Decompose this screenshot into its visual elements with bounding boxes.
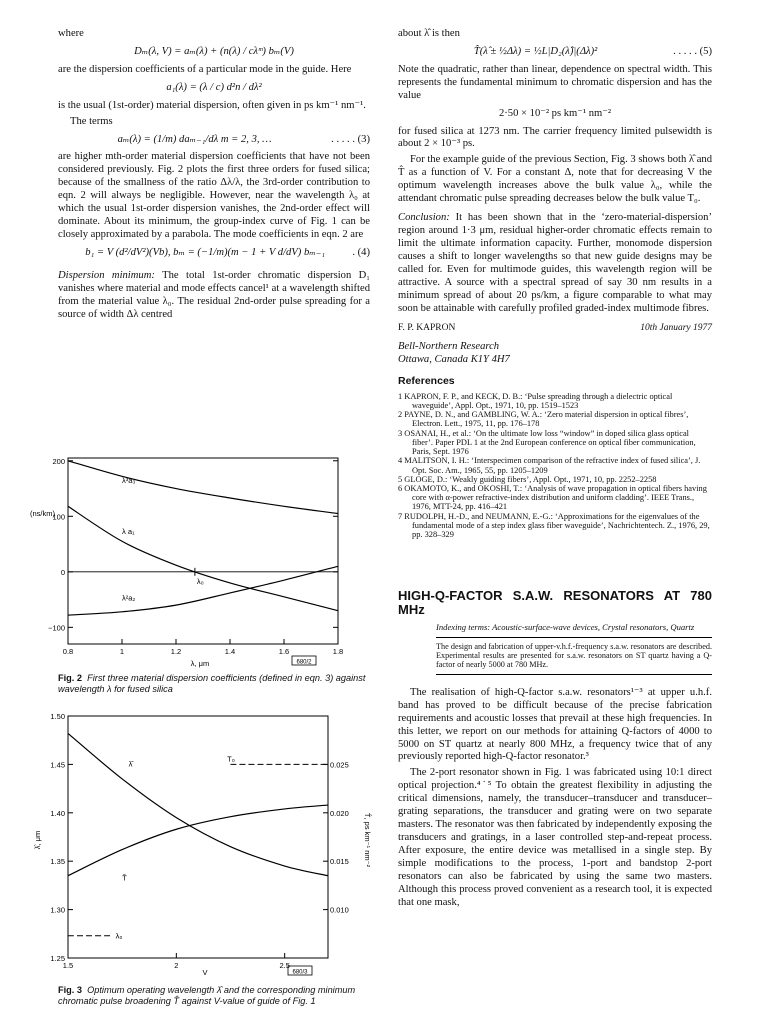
fig3-label-lambda0: λ₀	[115, 931, 123, 941]
fig3-label-T: T̂	[122, 873, 127, 883]
paragraph-6: Note the quadratic, rather than linear, dependence on spectral width. This represents the fundamental minimum to chromatic dispersion and has the value	[398, 63, 712, 101]
fig2-xtick-label: 1.4	[224, 647, 236, 656]
paragraph-4	[58, 270, 370, 322]
fig3-ytick-right-label: 0.020	[330, 808, 349, 818]
fig3-caption-text: Optimum operating wavelength λ̂ and the corresponding minimum chromatic pulse broadening T̂ against V-value of guide of Fig. 1	[58, 985, 356, 1007]
fig2-series-3	[68, 566, 338, 615]
paragraph-5: about λ̂ is then	[398, 28, 460, 39]
fig3-label-T0: T₀	[227, 754, 235, 764]
author-name: F. P. KAPRON	[398, 323, 456, 334]
equation-1: Dₘ(λ, V) = aₘ(λ) + (n(λ) / cλᵐ) bₘ(V)	[134, 45, 294, 57]
reference-item: 7 RUDOLPH, H.-D., and NEUMANN, E.-G.: ‘Approximations for the eigenvalues of the fundamental mode of a step index glass fiber waveguide’, Nachrichtentech. Z., 1976, 29, pp. 328–329	[398, 511, 710, 540]
equation-3-number: . . . . . (3)	[331, 133, 370, 145]
equation-4-body: b₁ = V (d²/dV²)(Vb), bₘ = (−1/m)(m − 1 + V d/dV) bₘ₋₁	[85, 246, 326, 258]
fig3-ylabel-left: λ̂, μm	[33, 830, 42, 850]
right-column	[398, 28, 712, 913]
fig3-ytick-right-label: 0.010	[330, 905, 349, 915]
affiliation-2: Ottawa, Canada K1Y 4H7	[398, 353, 510, 365]
paragraph-1: are the dispersion coefficients of a particular mode in the guide. Here	[58, 63, 352, 75]
fig2-xtick-label: 1.2	[170, 647, 182, 656]
paragraph-11: The 2-port resonator shown in Fig. 1 was fabricated using 10:1 direct optical projection.⁴˙⁵ To obtain the greatest flexibility in adjusting the critical dimensions, namely, the transducer–transducer and transducer–grating separations, the transducer and grating were on two separate masters. The resonator was then fabricated by independently exposing the transducers and gratings, in a laser controlled step-and-repeat process. After exposure, the entire device was metallised in a single step. By simple modifications to the process, 1-port and bandstop 2-port resonators can also be fabricated by using the same two masters. Although this process proved convenient as a research tool, it is expected that one mask,	[398, 767, 712, 908]
fig2-ytick-label: 200	[52, 456, 65, 466]
reference-item: 5 GLOGE, D.: ‘Weakly guiding fibers’, Appl. Opt., 1971, 10, pp. 2252–2258	[398, 474, 657, 484]
fig3-ytick-right-label: 0.025	[330, 760, 349, 770]
fig3-caption	[58, 985, 370, 1007]
fig2-code: 680/2	[296, 659, 312, 666]
fig2-frame	[68, 458, 338, 644]
fig2-caption-label: Fig. 2	[58, 673, 82, 683]
reference-item: 3 OSANAI, H., et al.: ‘On the ultimate low loss “window” in doped silica glass optical fiber’. Paper PDL 1 at the 2nd European conference on optical fiber communication, Paris, Sept. 1976	[398, 428, 696, 457]
fig3-xlabel: V	[202, 968, 208, 977]
fig2-ytick-label: −100	[48, 623, 65, 633]
fig3-caption-label: Fig. 3	[58, 985, 82, 995]
references-heading: References	[398, 374, 455, 387]
abstract: The design and fabrication of upper-v.h.f.-frequency s.a.w. resonators are described. Experimental results are presented for s.a.w. resonators on ST quartz having a Q-factor of nearly 5000 at 780 MHz.	[436, 637, 712, 675]
paragraph-9	[398, 212, 712, 315]
section-title: HIGH-Q-FACTOR S.A.W. RESONATORS AT 780 MHz	[398, 588, 712, 618]
fig3-ytick-left-label: 1.35	[50, 857, 65, 867]
equation-4-number: . (4)	[352, 246, 370, 258]
paragraph-7: for fused silica at 1273 nm. The carrier frequency limited pulsewidth is about 2 × 10⁻³ ps.	[398, 125, 712, 150]
equation-5	[398, 46, 712, 59]
fig2-chart	[30, 452, 370, 668]
fig2-ytick-label: 100	[52, 512, 65, 522]
paragraph-9-head: Conclusion:	[398, 212, 450, 224]
fig3-ytick-left-label: 1.45	[50, 760, 65, 770]
fig3-ytick-left-label: 1.40	[50, 808, 65, 818]
equation-5-number: . . . . . (5)	[673, 45, 712, 57]
paragraph-4-head: Dispersion minimum:	[58, 269, 155, 281]
fig3-ylabel-right: T̂, ps km⁻¹ nm⁻²	[363, 812, 372, 868]
fig2-ylabel: (ns/km)	[30, 509, 55, 518]
fig3-xtick-label: 1.5	[62, 961, 74, 970]
fig3-series-2	[68, 805, 328, 876]
fig2-label-a3: λ³a₃	[122, 475, 136, 485]
equation-6: 2·50 × 10⁻² ps km⁻¹ nm⁻²	[498, 107, 612, 119]
paragraph-10: The realisation of high-Q-factor s.a.w. resonators¹⁻³ at upper u.h.f. band has proved to be difficult because of the precise fabrication requirements and acoustic losses that prevail at these high frequencies. In this letter, we report on our methods for attaining Q-factors of 4000 to 5000 on ST quartz at nearly 800 MHz, a frequency twice that of any previously reported high-Q-factor resonator.³	[398, 686, 712, 763]
equation-2: a₁(λ) = (λ / c) d²n / dλ²	[166, 81, 262, 93]
fig2-label-a1: λ a₁	[122, 527, 135, 537]
fig3-ytick-right-label: 0.015	[330, 857, 349, 867]
fig2-xtick-label: 1.8	[332, 647, 344, 656]
author-line	[398, 323, 712, 335]
paragraph-2b: The terms	[70, 115, 113, 127]
reference-item: 6 OKAMOTO, K., and OKOSHI, T.: ‘Analysis of wave propagation in optical fibers having core with α-power refractive-index distribution and uniform cladding’. IEEE Trans., 1976, MTT-24, pp. 416–421	[398, 484, 707, 512]
references-list	[398, 392, 712, 540]
paragraph-9-body: It has been shown that in the ‘zero-material-dispersion’ region around 1·3 μm, residual higher-order chromatic effects remain to limit the ultimate information capacity. Further, monomode dispersion causes a shift to longer wavelengths so that new guide designs may be called for. Even for multimode guides, this wavelength region will be attractive. A source with a spectral spread of say 30 nm results in a minimum spread of about 20 ps/km, a figure comparable to what may soon be attainable with carefully profiled graded-index multimode fibres.	[398, 212, 712, 314]
fig3-ytick-left-label: 1.25	[50, 954, 65, 963]
left-column	[58, 28, 370, 325]
fig2-ytick-label: 0	[60, 567, 65, 577]
reference-item: 1 KAPRON, F. P., and KECK, D. B.: ‘Pulse spreading through a dielectric optical waveguide’, Appl. Opt., 1971, 10, pp. 1519–1523	[398, 391, 673, 410]
fig3-series-1	[68, 733, 328, 875]
fig2-xtick-label: 1.6	[278, 647, 290, 656]
fig2-xlabel: λ, μm	[190, 659, 210, 668]
fig3-ytick-left-label: 1.30	[50, 905, 65, 915]
fig2-label-a2: λ²a₂	[122, 593, 136, 603]
equation-3-body: aₘ(λ) = (1/m) daₘ₋₁/dλ m = 2, 3, …	[117, 133, 272, 145]
affiliation-1: Bell-Northern Research	[398, 341, 500, 353]
equation-5-body: T̂(λ̂ ± ½Δλ) = ½L|D₂(λ̂)|(Δλ)²	[473, 45, 598, 57]
fig3-label-lambda: λ̂	[128, 759, 133, 769]
reference-item: 2 PAYNE, D. N., and GAMBLING, W. A.: ‘Zero material dispersion in optical fibres’, Electron. Lett., 1975, 11, pp. 176–178	[398, 410, 689, 429]
fig3-chart	[30, 710, 375, 978]
equation-4	[58, 247, 370, 260]
paragraph-4-body: The total 1st-order chromatic dispersion D₁ vanishes where material and mode effects cancel¹ at a wavelength shifted from the material value λ₀. The residual 2nd-order pulse spreading for a source of width Δλ centred	[58, 269, 370, 320]
fig2-xtick-label: 1	[119, 647, 125, 656]
fig2-xtick-label: 0.8	[62, 647, 74, 656]
fig2-lambda0-label: λ₀	[196, 576, 204, 586]
text-where: where	[58, 28, 84, 39]
fig2-series-2	[68, 506, 338, 610]
fig3-ytick-left-label: 1.50	[50, 712, 65, 721]
equation-3	[58, 134, 370, 147]
reference-item: 4 MALITSON, I. H.: ‘Interspecimen comparison of the refractive index of fused silica’, J. Opt. Soc. Am., 1965, 55, pp. 1205–1209	[398, 456, 701, 475]
fig3-frame	[68, 716, 328, 958]
paragraph-8: For the example guide of the previous Section, Fig. 3 shows both λ̂ and T̂ as a function of V. For a constant Δ, note that for decreasing V the optimum wavelength increases above the bulk value λ₀, while the attendant chromatic pulse spreading decreases below the bulk value T₀.	[398, 154, 713, 205]
fig3-code: 680/3	[292, 969, 308, 976]
paragraph-3: are higher mth-order material dispersion coefficients that have not been considered previously. Fig. 2 plots the first three orders for fused silica; because of the smallness of the ratio Δλ/λ, the 3rd-order contribution to eqn. 2 will always be negligible. However, near the wavelength λ₀ at which the usual 1st-order dispersion vanishes, the 2nd-order effect will dominate. About its minimum, the group-index curve of Fig. 1 can be closely approximated by a parabola. The mode coefficients in eqn. 2 are	[58, 151, 370, 240]
paragraph-2: is the usual (1st-order) material dispersion, often given in ps km⁻¹ nm⁻¹.	[58, 99, 366, 111]
author-date: 10th January 1977	[640, 323, 712, 334]
fig2-series-1	[68, 461, 338, 514]
fig2-caption-text: First three material dispersion coefficients (defined in eqn. 3) against wavelength λ for fused silica	[58, 673, 366, 695]
fig3-xtick-label: 2.5	[279, 961, 290, 970]
fig3-xtick-label: 2	[174, 961, 179, 970]
indexing-terms: Indexing terms: Acoustic-surface-wave devices, Crystal resonators, Quartz	[436, 621, 695, 632]
fig2-caption	[58, 673, 370, 695]
